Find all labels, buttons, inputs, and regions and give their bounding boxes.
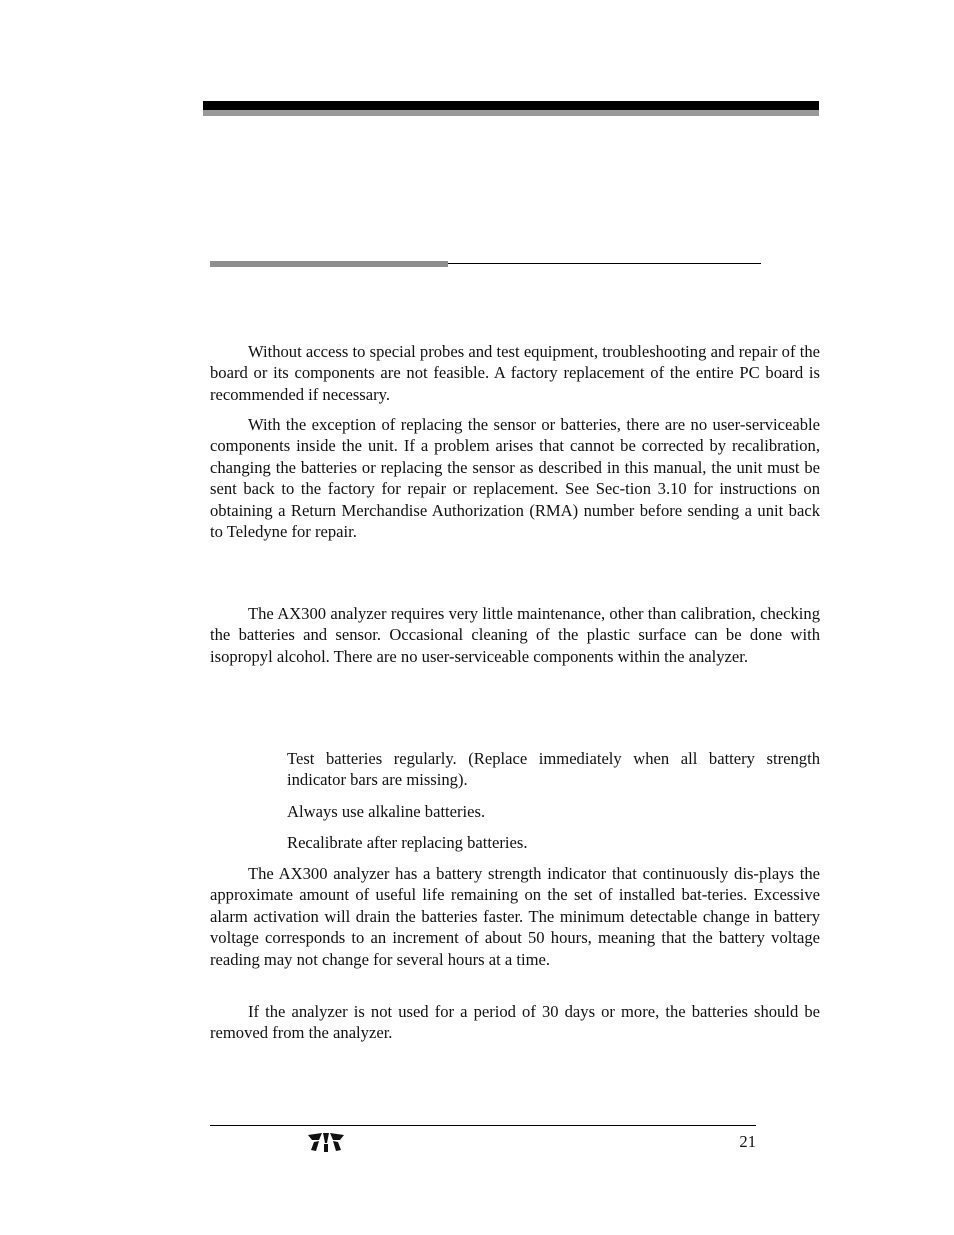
paragraph-battery-removal xyxy=(210,1001,820,1044)
header-bar-grey xyxy=(203,110,819,116)
list-item-alkaline-batteries: Always use alkaline batteries. xyxy=(287,802,486,821)
section-rule-grey xyxy=(210,261,448,267)
teledyne-logo-icon xyxy=(306,1131,346,1153)
list-item-test-batteries: Test batteries regularly. (Replace immediately when all battery strength indicator bars are missing). xyxy=(287,749,820,790)
paragraph-text: The AX300 analyzer has a battery strength indicator that continuously dis-plays the approximate amount of useful life remaining on the set of installed bat-teries. Excessive alarm activation will drain the batteries faster. The minimum detectable change in battery voltage corresponds to an increment of about 50 hours, meaning that the battery voltage reading may not change for several hours at a time. xyxy=(210,864,820,969)
paragraph-user-serviceable xyxy=(210,414,820,542)
paragraph-text: If the analyzer is not used for a period of 30 days or more, the batteries should be removed from the analyzer. xyxy=(210,1002,820,1043)
paragraph-repair-feasibility xyxy=(210,341,820,405)
paragraph-text: With the exception of replacing the sensor or batteries, there are no user-serviceable components inside the unit. If a problem arises that cannot be corrected by recalibration, changing the batteries or replacing the sensor as described in this manual, the unit must be sent back to the factory for repair or replacement. See Sec-tion 3.10 for instructions on obtaining a Return Merchandise Authorization (RMA) number before sending a unit back to Teledyne for repair. xyxy=(210,415,820,542)
footer-rule xyxy=(210,1125,756,1126)
paragraph-maintenance xyxy=(210,603,820,667)
list-item-recalibrate: Recalibrate after replacing batteries. xyxy=(287,833,528,852)
section-rule-thin xyxy=(448,263,761,264)
paragraph-battery-indicator xyxy=(210,863,820,970)
header-bar-black xyxy=(203,101,819,110)
paragraph-text: The AX300 analyzer requires very little maintenance, other than calibration, checking the batteries and sensor. Occasional cleaning of the plastic surface can be done with isopropyl alcohol. There are no user-serviceable components within the analyzer. xyxy=(210,604,820,666)
page-number: 21 xyxy=(739,1132,756,1151)
paragraph-text: Without access to special probes and test equipment, troubleshooting and repair of the board or its components are not feasible. A factory replacement of the entire PC board is recommended if necessary. xyxy=(210,342,820,404)
